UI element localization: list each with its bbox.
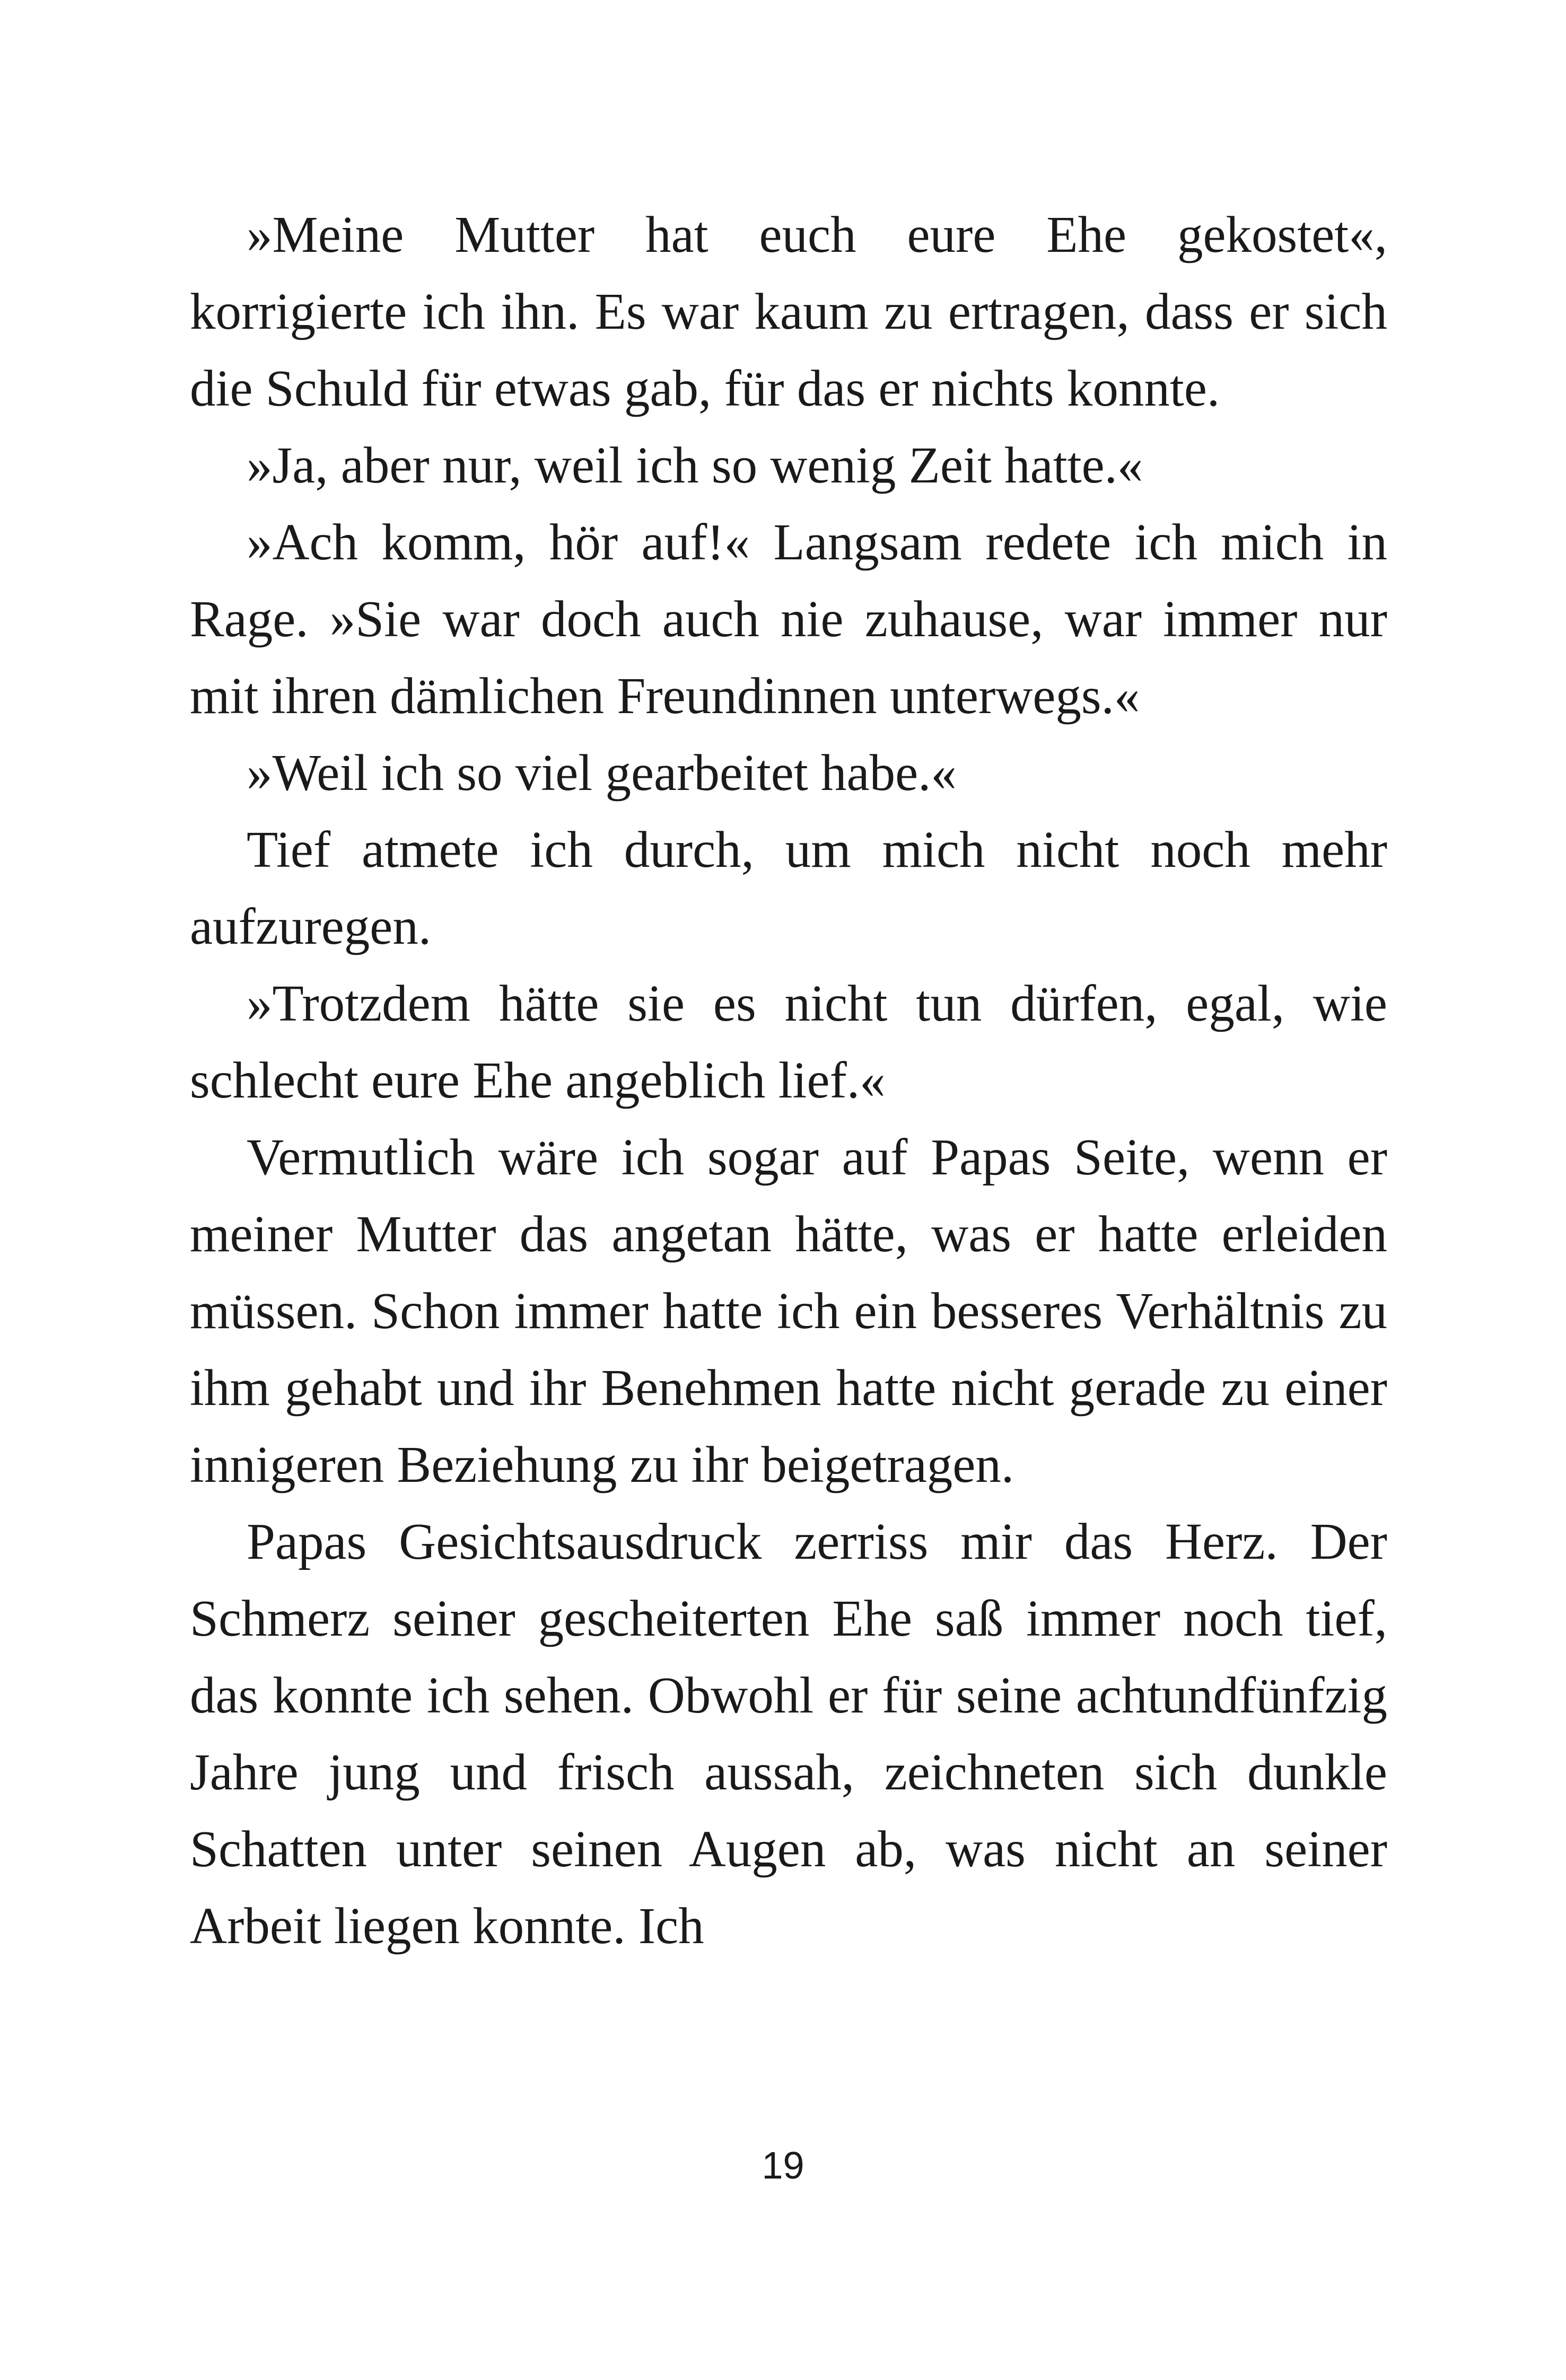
paragraph-7: Vermutlich wäre ich sogar auf Papas Seite, wenn er meiner Mutter das angetan hätte, was er hatte erleiden müssen. Schon immer hatte ich ein besseres Verhältnis zu ihm gehabt und ihr Benehmen hatte nicht gerade zu einer innigeren Beziehung zu ihr beigetragen.: [190, 1129, 1387, 1493]
paragraph-5: Tief atmete ich durch, um mich nicht noch mehr aufzuregen.: [190, 821, 1387, 955]
paragraph-1: »Meine Mutter hat euch eure Ehe gekostet«, korrigierte ich ihn. Es war kaum zu ertragen, dass er sich die Schuld für etwas gab, für das er nichts konnte.: [190, 206, 1387, 417]
body-text: [190, 196, 1387, 1964]
paragraph-3: »Ach komm, hör auf!« Langsam redete ich mich in Rage. »Sie war doch auch nie zuhause, war immer nur mit ihren dämlichen Freundinnen unterwegs.«: [190, 514, 1387, 724]
paragraph-2: »Ja, aber nur, weil ich so wenig Zeit hatte.«: [247, 437, 1143, 494]
paragraph-6: »Trotzdem hätte sie es nicht tun dürfen, egal, wie schlecht eure Ehe angeblich lief.«: [190, 975, 1387, 1109]
paragraph-8: Papas Gesichtsausdruck zerriss mir das Herz. Der Schmerz seiner gescheiterten Ehe saß immer noch tief, das konnte ich sehen. Obwohl er für seine achtundfünfzig Jahre jung und frisch aussah, zeichneten sich dunkle Schatten unter seinen Augen ab, was nicht an seiner Arbeit liegen konnte. Ich: [190, 1513, 1387, 1954]
page-number: 19: [762, 2145, 804, 2187]
paragraph-4: »Weil ich so viel gearbeitet habe.«: [247, 744, 957, 801]
